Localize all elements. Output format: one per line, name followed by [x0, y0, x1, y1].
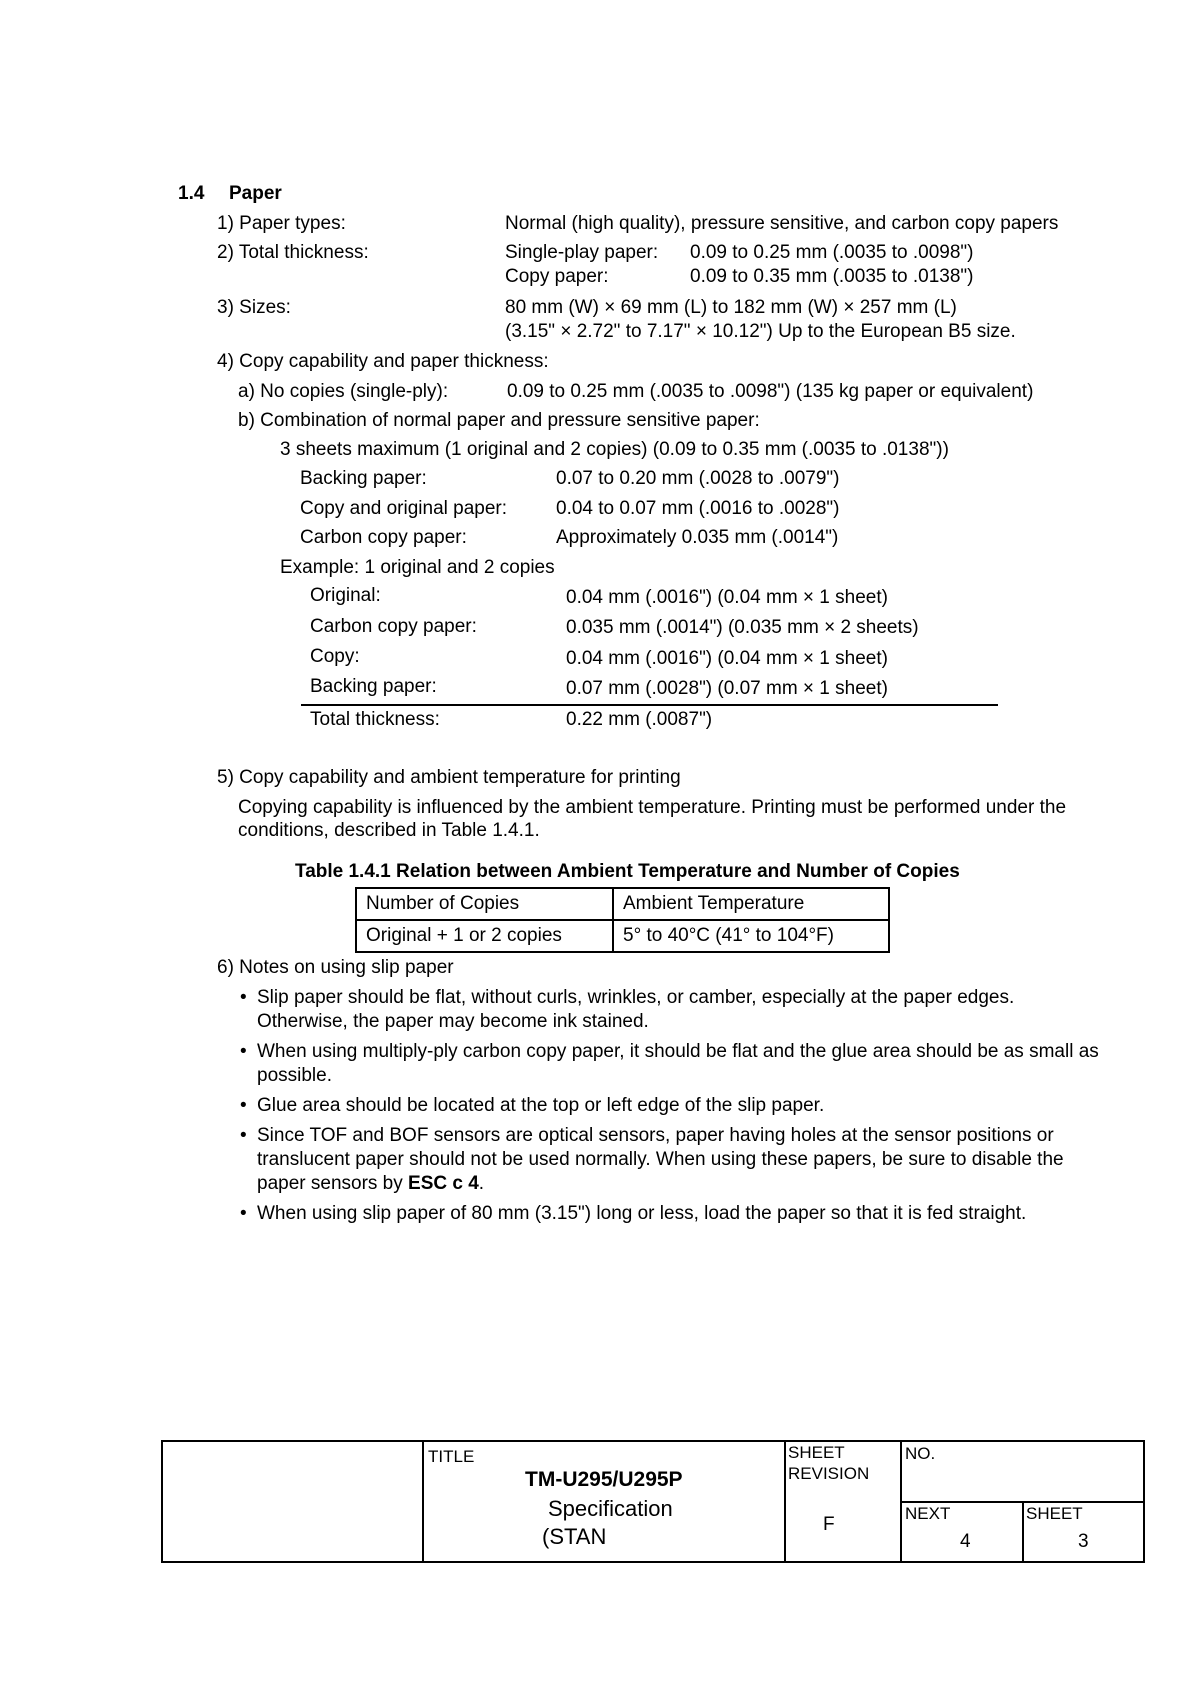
- title-label: TITLE: [428, 1447, 475, 1466]
- table-cell-temperature: 5° to 40°C (41° to 104°F): [613, 920, 889, 952]
- sizes-line-2: (3.15" × 2.72" to 7.17" × 10.12") Up to the European B5 size.: [505, 321, 1016, 342]
- example-copy-value: 0.04 mm (.0016") (0.04 mm × 1 sheet): [566, 648, 888, 669]
- bullet-4-line-1: Since TOF and BOF sensors are optical sensors, paper having holes at the sensor positions or: [257, 1125, 1054, 1146]
- total-divider: [301, 704, 998, 706]
- table-cell-copies: Original + 1 or 2 copies: [356, 920, 613, 952]
- model-name: TM-U295/U295P: [525, 1468, 683, 1491]
- no-copies-label: a) No copies (single-ply):: [238, 381, 449, 402]
- sizes-line-1: 80 mm (W) × 69 mm (L) to 182 mm (W) × 257 mm (L): [505, 297, 957, 318]
- table-header-temperature: Ambient Temperature: [613, 888, 889, 920]
- section-number: 1.4: [178, 183, 205, 204]
- ambient-temp-text-2: conditions, described in Table 1.4.1.: [238, 820, 540, 841]
- title-block-divider-4: [1022, 1501, 1024, 1561]
- next-value: 4: [960, 1531, 971, 1552]
- bullet-3-line-1: Glue area should be located at the top or left edge of the slip paper.: [257, 1095, 825, 1116]
- table-caption: Table 1.4.1 Relation between Ambient Temperature and Number of Copies: [295, 861, 960, 882]
- bullet-4-line-3-post: .: [478, 1173, 485, 1194]
- bullet-1-line-1: Slip paper should be flat, without curls, wrinkles, or camber, especially at the paper edges.: [257, 987, 1015, 1008]
- bullet-2-mark: •: [240, 1041, 247, 1062]
- title-block-divider-1: [422, 1440, 424, 1561]
- paper-types-value: Normal (high quality), pressure sensitive, and carbon copy papers: [505, 213, 1059, 234]
- backing-paper-value: 0.07 to 0.20 mm (.0028 to .0079"): [556, 468, 840, 489]
- bullet-3-mark: •: [240, 1095, 247, 1116]
- ambient-temp-text-1: Copying capability is influenced by the ambient temperature. Printing must be performed under the: [238, 797, 1067, 818]
- bullet-2-line-1: When using multiply-ply carbon copy paper, it should be flat and the glue area should be as small as: [257, 1041, 1099, 1062]
- sheet-label-2: SHEET: [1026, 1504, 1083, 1523]
- total-thickness-sum-label: Total thickness:: [310, 709, 440, 730]
- next-label: NEXT: [905, 1504, 951, 1523]
- esc-command: ESC c 4: [408, 1173, 479, 1194]
- carbon-copy-label: Carbon copy paper:: [300, 527, 467, 548]
- revision-value: F: [823, 1514, 835, 1535]
- table-header-row: [356, 888, 889, 920]
- spec-line-1: Specification: [548, 1496, 673, 1521]
- copy-capability-label: 4) Copy capability and paper thickness:: [217, 351, 549, 372]
- copy-original-value: 0.04 to 0.07 mm (.0016 to .0028"): [556, 498, 840, 519]
- table-row: [356, 920, 889, 952]
- example-carbon-label: Carbon copy paper:: [310, 616, 477, 637]
- revision-label: REVISION: [788, 1464, 870, 1483]
- title-block-divider-2: [784, 1440, 786, 1561]
- bullet-4-line-2: translucent paper should not be used normally. When using these papers, be sure to disable the: [257, 1149, 1064, 1170]
- sizes-label: 3) Sizes:: [217, 297, 291, 318]
- combination-label: b) Combination of normal paper and pressure sensitive paper:: [238, 410, 760, 431]
- bullet-1-mark: •: [240, 987, 247, 1008]
- single-ply-label: Single-play paper:: [505, 242, 659, 263]
- bullet-1-line-2: Otherwise, the paper may become ink stained.: [257, 1011, 649, 1032]
- single-ply-value: 0.09 to 0.25 mm (.0035 to .0098"): [690, 242, 974, 263]
- total-thickness-label: 2) Total thickness:: [217, 242, 369, 263]
- bullet-2-line-2: possible.: [257, 1065, 332, 1086]
- copy-paper-value: 0.09 to 0.35 mm (.0035 to .0138"): [690, 266, 974, 287]
- sheets-maximum: 3 sheets maximum (1 original and 2 copies) (0.09 to 0.35 mm (.0035 to .0138")): [280, 439, 949, 460]
- slip-notes-label: 6) Notes on using slip paper: [217, 957, 454, 978]
- bullet-4-line-3-pre: paper sensors by: [257, 1173, 409, 1194]
- backing-paper-label: Backing paper:: [300, 468, 427, 489]
- no-copies-value: 0.09 to 0.25 mm (.0035 to .0098") (135 kg paper or equivalent): [507, 381, 1034, 402]
- table-header-copies: Number of Copies: [356, 888, 613, 920]
- sheet-label: SHEET: [788, 1443, 845, 1462]
- paper-types-label: 1) Paper types:: [217, 213, 346, 234]
- copy-original-label: Copy and original paper:: [300, 498, 508, 519]
- example-backing-value: 0.07 mm (.0028") (0.07 mm × 1 sheet): [566, 678, 888, 699]
- example-label: Example: 1 original and 2 copies: [280, 557, 555, 578]
- bullet-5-mark: •: [240, 1203, 247, 1224]
- example-carbon-value: 0.035 mm (.0014") (0.035 mm × 2 sheets): [566, 617, 919, 638]
- section-title: Paper: [229, 183, 282, 204]
- example-backing-label: Backing paper:: [310, 676, 437, 697]
- example-original-value: 0.04 mm (.0016") (0.04 mm × 1 sheet): [566, 587, 888, 608]
- bullet-4-mark: •: [240, 1125, 247, 1146]
- example-original-label: Original:: [310, 585, 381, 606]
- bullet-5-line-1: When using slip paper of 80 mm (3.15") long or less, load the paper so that it is fed straight.: [257, 1203, 1027, 1224]
- spec-line-2: (STAN: [542, 1524, 607, 1549]
- sheet-value: 3: [1078, 1531, 1089, 1552]
- no-label: NO.: [905, 1444, 936, 1463]
- carbon-copy-value: Approximately 0.035 mm (.0014"): [556, 527, 839, 548]
- total-thickness-sum-value: 0.22 mm (.0087"): [566, 709, 713, 730]
- ambient-temp-label: 5) Copy capability and ambient temperature for printing: [217, 767, 681, 788]
- temperature-table: [355, 887, 890, 953]
- example-copy-label: Copy:: [310, 646, 360, 667]
- copy-paper-label: Copy paper:: [505, 266, 609, 287]
- bullet-4-line-3: [257, 1173, 484, 1195]
